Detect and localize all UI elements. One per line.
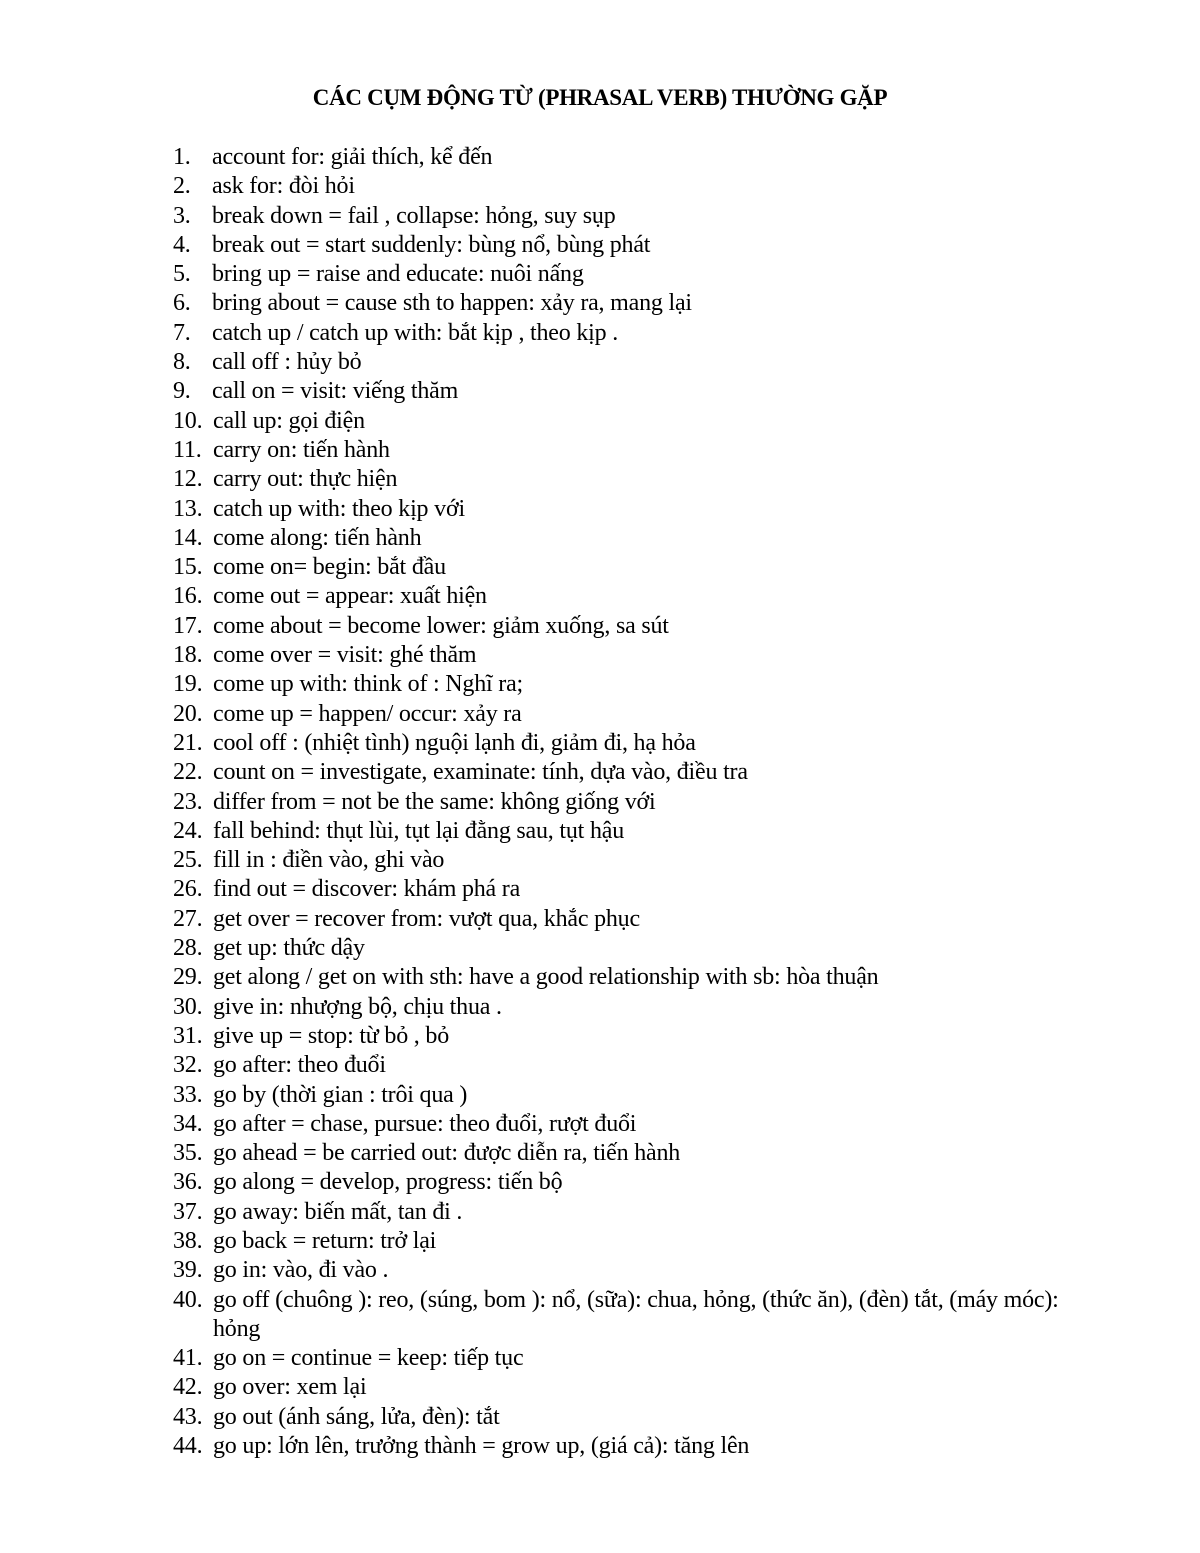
list-item xyxy=(173,319,1073,348)
list-item xyxy=(173,1168,1073,1197)
item-number: 24. xyxy=(173,817,203,844)
item-number: 4. xyxy=(173,231,191,258)
list-item xyxy=(173,1198,1073,1227)
item-number: 38. xyxy=(173,1227,203,1254)
item-text: break out = start suddenly: bùng nổ, bùng phát xyxy=(212,231,651,258)
list-item xyxy=(173,612,1073,641)
item-text: go out (ánh sáng, lửa, đèn): tắt xyxy=(213,1403,500,1430)
item-number: 22. xyxy=(173,759,203,786)
item-number: 29. xyxy=(173,964,203,991)
list-item xyxy=(173,817,1073,846)
list-item xyxy=(173,348,1073,377)
list-item xyxy=(173,407,1073,436)
item-text: ask for: đòi hỏi xyxy=(212,173,355,200)
list-item xyxy=(173,289,1073,318)
item-number: 14. xyxy=(173,524,203,551)
item-text: carry on: tiến hành xyxy=(213,436,390,463)
item-text: catch up with: theo kịp với xyxy=(213,495,465,522)
list-item xyxy=(173,670,1073,699)
item-number: 10. xyxy=(173,407,203,434)
list-item xyxy=(173,143,1073,172)
item-number: 42. xyxy=(173,1374,203,1401)
item-number: 34. xyxy=(173,1110,203,1137)
item-text: come out = appear: xuất hiện xyxy=(213,583,487,610)
item-number: 5. xyxy=(173,261,191,288)
list-item xyxy=(173,1432,1073,1461)
list-item xyxy=(173,875,1073,904)
list-item xyxy=(173,993,1073,1022)
item-text: go along = develop, progress: tiến bộ xyxy=(213,1169,563,1196)
item-number: 27. xyxy=(173,905,203,932)
item-number: 15. xyxy=(173,554,203,581)
item-text: find out = discover: khám phá ra xyxy=(213,876,521,903)
item-text: get along / get on with sth: have a good relationship with sb: hòa thuận xyxy=(213,964,879,991)
item-text: fill in : điền vào, ghi vào xyxy=(213,847,445,874)
item-number: 13. xyxy=(173,495,203,522)
list-item xyxy=(173,260,1073,289)
item-number: 8. xyxy=(173,349,191,376)
item-text: go off (chuông ): reo, (súng, bom ): nổ, (sữa): chua, hỏng, (thức ăn), (đèn) tắt, (máy móc): hỏng xyxy=(213,1286,1059,1342)
list-item xyxy=(173,934,1073,963)
item-number: 9. xyxy=(173,378,191,405)
item-number: 2. xyxy=(173,173,191,200)
item-number: 1. xyxy=(173,144,191,170)
list-item xyxy=(173,1403,1073,1432)
item-text: go on = continue = keep: tiếp tục xyxy=(213,1345,524,1372)
page-title: CÁC CỤM ĐỘNG TỪ (PHRASAL VERB) THƯỜNG GẶP xyxy=(312,85,888,110)
item-number: 25. xyxy=(173,847,203,874)
item-text: come up with: think of : Nghĩ ra; xyxy=(213,671,524,698)
item-number: 16. xyxy=(173,583,203,610)
item-text: go over: xem lại xyxy=(213,1374,367,1401)
list-item xyxy=(173,641,1073,670)
list-item xyxy=(173,231,1073,260)
item-number: 43. xyxy=(173,1403,203,1430)
list-item xyxy=(173,1286,1073,1345)
item-number: 23. xyxy=(173,788,203,815)
item-number: 6. xyxy=(173,290,191,317)
list-item xyxy=(173,1110,1073,1139)
item-number: 31. xyxy=(173,1022,203,1049)
list-item xyxy=(173,202,1073,231)
list-item xyxy=(173,758,1073,787)
item-number: 30. xyxy=(173,993,203,1020)
item-number: 11. xyxy=(173,436,202,463)
item-number: 20. xyxy=(173,700,203,727)
item-text: catch up / catch up with: bắt kịp , theo kịp . xyxy=(212,319,619,346)
list-item xyxy=(173,1344,1073,1373)
item-text: break down = fail , collapse: hỏng, suy sụp xyxy=(212,202,616,229)
item-text: fall behind: thụt lùi, tụt lại đằng sau, tụt hậu xyxy=(213,817,624,844)
item-text: come on= begin: bắt đầu xyxy=(213,554,446,581)
list-item xyxy=(173,1373,1073,1402)
item-text: call on = visit: viếng thăm xyxy=(212,378,459,405)
list-item xyxy=(173,905,1073,934)
item-number: 3. xyxy=(173,202,191,229)
item-text: call up: gọi điện xyxy=(213,407,365,434)
item-number: 21. xyxy=(173,729,203,756)
item-number: 7. xyxy=(173,319,191,346)
list-item xyxy=(173,1139,1073,1168)
item-text: differ from = not be the same: không giống với xyxy=(213,788,656,815)
list-item xyxy=(173,1081,1073,1110)
list-item xyxy=(173,553,1073,582)
item-number: 39. xyxy=(173,1257,203,1284)
item-text: go in: vào, đi vào . xyxy=(213,1257,389,1284)
item-number: 17. xyxy=(173,612,203,639)
item-text: bring up = raise and educate: nuôi nấng xyxy=(212,261,584,288)
list-item xyxy=(173,1227,1073,1256)
list-item xyxy=(173,1022,1073,1051)
item-text: account for: giải thích, kể đến xyxy=(212,144,493,170)
phrasal-verb-list xyxy=(173,143,1073,1461)
item-text: go up: lớn lên, trưởng thành = grow up, (giá cả): tăng lên xyxy=(213,1433,750,1460)
list-item xyxy=(173,963,1073,992)
list-item xyxy=(173,495,1073,524)
list-item xyxy=(173,729,1073,758)
item-text: go ahead = be carried out: được diễn ra, tiến hành xyxy=(213,1140,681,1167)
item-number: 44. xyxy=(173,1433,203,1460)
item-text: come about = become lower: giảm xuống, sa sút xyxy=(213,612,669,639)
item-text: come over = visit: ghé thăm xyxy=(213,642,477,669)
item-number: 19. xyxy=(173,671,203,698)
item-text: count on = investigate, examinate: tính, dựa vào, điều tra xyxy=(213,759,748,786)
list-item xyxy=(173,377,1073,406)
list-item xyxy=(173,524,1073,553)
item-text: go away: biến mất, tan đi . xyxy=(213,1198,463,1225)
list-item xyxy=(173,846,1073,875)
item-number: 36. xyxy=(173,1169,203,1196)
item-text: get up: thức dậy xyxy=(213,935,365,962)
item-text: go after: theo đuổi xyxy=(213,1052,386,1079)
item-number: 32. xyxy=(173,1052,203,1079)
item-number: 40. xyxy=(173,1286,203,1313)
item-text: go by (thời gian : trôi qua ) xyxy=(213,1081,468,1108)
item-text: give in: nhượng bộ, chịu thua . xyxy=(213,993,502,1020)
item-number: 18. xyxy=(173,642,203,669)
item-number: 41. xyxy=(173,1345,203,1372)
list-item xyxy=(173,465,1073,494)
item-text: come up = happen/ occur: xảy ra xyxy=(213,700,522,727)
item-text: bring about = cause sth to happen: xảy ra, mang lại xyxy=(212,290,692,317)
item-text: go back = return: trở lại xyxy=(213,1227,437,1254)
list-item xyxy=(173,436,1073,465)
item-text: give up = stop: từ bỏ , bỏ xyxy=(213,1022,450,1049)
item-text: come along: tiến hành xyxy=(213,524,422,551)
list-item xyxy=(173,1256,1073,1285)
list-item xyxy=(173,788,1073,817)
item-number: 33. xyxy=(173,1081,203,1108)
list-item xyxy=(173,582,1073,611)
item-text: cool off : (nhiệt tình) nguội lạnh đi, giảm đi, hạ hỏa xyxy=(213,729,696,756)
list-item xyxy=(173,700,1073,729)
item-number: 12. xyxy=(173,466,203,493)
list-item xyxy=(173,1051,1073,1080)
item-number: 28. xyxy=(173,935,203,962)
item-text: go after = chase, pursue: theo đuổi, rượt đuổi xyxy=(213,1110,637,1137)
item-number: 37. xyxy=(173,1198,203,1225)
item-number: 26. xyxy=(173,876,203,903)
item-number: 35. xyxy=(173,1140,203,1167)
list-item xyxy=(173,172,1073,201)
item-text: call off : hủy bỏ xyxy=(212,349,362,376)
item-text: carry out: thực hiện xyxy=(213,466,398,493)
item-text: get over = recover from: vượt qua, khắc phục xyxy=(213,905,640,932)
